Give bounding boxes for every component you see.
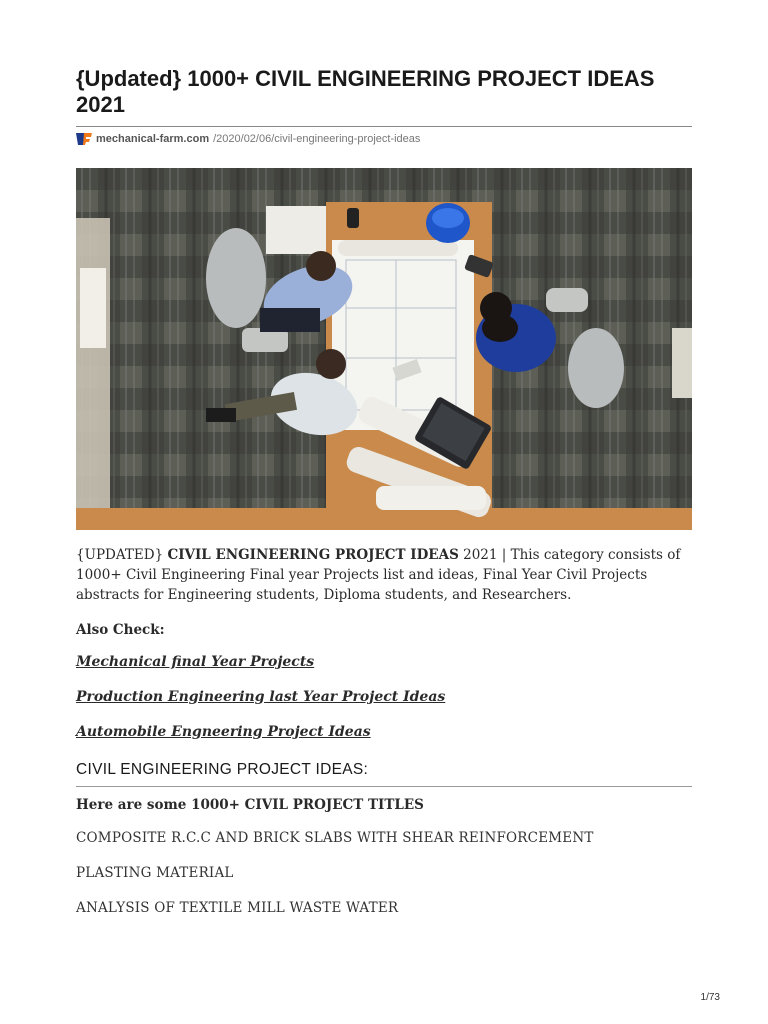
intro-suffix: 2021 | This category consists of 1000+ Civil Engineering Final year Projects list and ideas, Final Year Civil Projects abstracts for Engineering students, Diploma students, and Researchers. <box>76 547 681 603</box>
source-line <box>76 132 420 146</box>
intro-bold-phrase: CIVIL ENGINEERING PROJECT IDEAS <box>167 547 459 563</box>
titles-intro: Here are some 1000+ CIVIL PROJECT TITLES <box>76 797 424 813</box>
intro-prefix: {UPDATED} <box>76 547 168 563</box>
project-title-item: PLASTING MATERIAL <box>76 865 234 881</box>
source-domain[interactable]: mechanical-farm.com <box>96 133 210 145</box>
page-title: {Updated} 1000+ CIVIL ENGINEERING PROJECT IDEAS 2021 <box>76 66 655 117</box>
link-automobile-projects[interactable]: Automobile Engneering Project Ideas <box>76 724 371 740</box>
also-check-label: Also Check: <box>76 622 165 638</box>
title-divider <box>76 126 692 127</box>
meeting-photo-illustration <box>76 168 692 530</box>
link-mechanical-projects[interactable]: Mechanical final Year Projects <box>76 654 315 670</box>
project-title-item: COMPOSITE R.C.C AND BRICK SLABS WITH SHEAR REINFORCEMENT <box>76 830 594 846</box>
hero-image <box>76 168 692 530</box>
section-heading: CIVIL ENGINEERING PROJECT IDEAS: <box>76 761 369 778</box>
link-production-projects[interactable]: Production Engineering last Year Project Ideas <box>76 689 446 705</box>
section-divider <box>76 786 692 787</box>
site-logo-icon <box>76 132 92 146</box>
intro-paragraph <box>76 545 692 605</box>
page-number: 1/73 <box>700 992 720 1003</box>
source-path[interactable]: /2020/02/06/civil-engineering-project-ideas <box>213 133 421 145</box>
project-title-item: ANALYSIS OF TEXTILE MILL WASTE WATER <box>76 900 399 916</box>
